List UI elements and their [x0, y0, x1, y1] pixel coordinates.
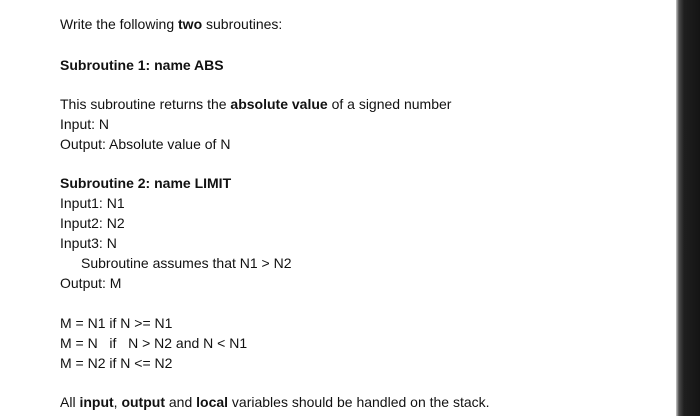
subroutine-1-heading: Subroutine 1: name ABS: [60, 57, 224, 73]
dark-border-strip: [676, 0, 700, 416]
subroutine-1-description: [60, 95, 451, 113]
subroutine-1-input: Input: N: [60, 116, 110, 132]
desc-emphasis: absolute value: [230, 96, 328, 112]
intro-text: Write the following: [60, 16, 179, 32]
footer-note: [60, 393, 490, 411]
subroutine-2-input3: Input3: N: [60, 235, 117, 251]
footer-and: and: [164, 394, 197, 410]
footer-output-emphasis: output: [121, 394, 165, 410]
desc-text: This subroutine returns the: [60, 96, 231, 112]
rule-1: M = N1 if N >= N1: [60, 315, 173, 331]
footer-text: All: [60, 394, 80, 410]
intro-emphasis: two: [178, 16, 203, 32]
rule-3: M = N2 if N <= N2: [60, 355, 173, 371]
footer-comma: ,: [113, 394, 122, 410]
intro-line: [60, 15, 282, 33]
desc-text-end: of a signed number: [327, 96, 452, 112]
subroutine-2-input2: Input2: N2: [60, 215, 125, 231]
footer-local-emphasis: local: [196, 394, 229, 410]
subroutine-2-output: Output: M: [60, 275, 122, 291]
subroutine-1-output: Output: Absolute value of N: [60, 136, 231, 152]
intro-text-end: subroutines:: [202, 16, 283, 32]
subroutine-2-input1: Input1: N1: [60, 195, 125, 211]
footer-text-end: variables should be handled on the stack.: [228, 394, 490, 410]
subroutine-2-assumption: Subroutine assumes that N1 > N2: [81, 255, 292, 271]
subroutine-2-heading: Subroutine 2: name LIMIT: [60, 175, 232, 191]
footer-input-emphasis: input: [79, 394, 114, 410]
rule-2: M = N if N > N2 and N < N1: [60, 335, 248, 351]
